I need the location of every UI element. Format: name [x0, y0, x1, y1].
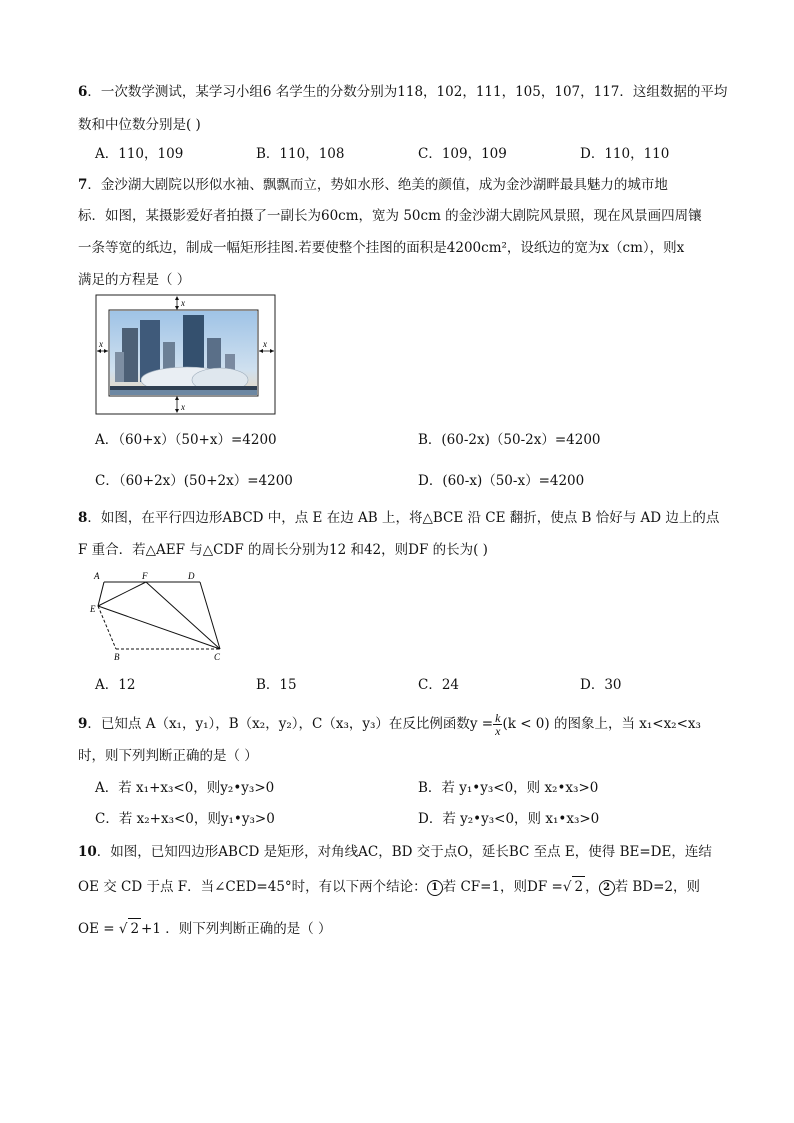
q6-number: 6: [78, 84, 88, 100]
q7-fig-label-top: x: [181, 298, 185, 308]
q7-option-a: A．（60+x）（50+x）=4200: [95, 432, 277, 448]
q9-line1: 9．已知点 A（x₁，y₁），B（x₂，y₂），C（x₃，y₃）在反比例函数y = $\frac{k}{x}$ (k < 0) 的图象上，当 x₁<x₂<x₃: [78, 711, 701, 738]
q8-line1: 8．如图，在平行四边形ABCD 中，点 E 在边 AB 上，将△BCE 沿 CE 翻折，使点 B 恰好与 AD 边上的点: [78, 510, 720, 526]
q10-sqrt-2: 2: [128, 918, 141, 939]
q6-option-a: A．110，109: [95, 146, 184, 162]
q9-option-d: D．若 y₂•y₃<0，则 x₁•x₃>0: [418, 811, 600, 827]
q8-option-c: C．24: [418, 677, 460, 693]
q7-option-d: D．(60-x)（50-x）=4200: [418, 473, 585, 489]
q9-line2: 时，则下列判断正确的是（ ）: [78, 748, 258, 764]
q6-option-b: B．110，108: [256, 146, 345, 162]
q7-fig-label-left: x: [99, 339, 103, 349]
q8-number: 8: [78, 510, 88, 526]
q6-line2: 数和中位数分别是( ): [78, 117, 201, 133]
q9-option-a: A．若 x₁+x₃<0，则y₂•y₃>0: [95, 780, 275, 796]
q8-option-d: D．30: [580, 677, 622, 693]
q9-option-b: B．若 y₁•y₃<0，则 x₂•x₃>0: [418, 780, 599, 796]
q7-fig-label-right: x: [263, 339, 267, 349]
q7-line4: 满足的方程是（ ）: [78, 272, 191, 288]
q8-point-b: B: [114, 652, 120, 662]
q7-fig-label-bottom: x: [181, 402, 185, 412]
q9-number: 9: [78, 716, 88, 732]
q9-fraction: $\frac{k}{x}$: [495, 711, 501, 738]
q8-parallelogram-figure: [88, 568, 228, 664]
q10-sqrt-1: 2: [572, 876, 585, 897]
q7-photo-frame-figure: [95, 294, 277, 416]
q7-number: 7: [78, 177, 88, 193]
conclusion-2-marker: 2: [599, 880, 615, 896]
q7-option-b: B．(60-2x)（50-2x）=4200: [418, 432, 601, 448]
q10-line2: OE 交 CD 于点 F．当∠CED=45°时，有以下两个结论： 1 若 CF=1，则DF =√ 2 ， 2 若 BD=2，则: [78, 876, 700, 897]
q8-option-a: A．12: [95, 677, 136, 693]
q7-option-c: C．（60+2x）(50+2x）=4200: [95, 473, 293, 489]
theatre-photo: [110, 311, 257, 395]
q10-line1: 10．如图，已知四边形ABCD 是矩形，对角线AC，BD 交于点O，延长BC 至点 E，使得 BE=DE，连结: [78, 844, 712, 860]
q8-point-e: E: [90, 604, 96, 614]
conclusion-1-marker: 1: [427, 880, 443, 896]
q7-line2: 标．如图，某摄影爱好者拍摄了一副长为60cm，宽为 50cm 的金沙湖大剧院风景照，现在风景画四周镶: [78, 208, 702, 224]
q6-option-d: D．110，110: [580, 146, 670, 162]
q6-line1: 6．一次数学测试，某学习小组6 名学生的分数分别为118，102，111，105，107，117．这组数据的平均: [78, 84, 728, 100]
q8-option-b: B．15: [256, 677, 297, 693]
q8-point-f: F: [142, 571, 148, 581]
q8-point-c: C: [214, 652, 221, 662]
q7-line1: 7．金沙湖大剧院以形似水袖、飘飘而立，势如水形、绝美的颜值，成为金沙湖畔最具魅力的城市地: [78, 177, 668, 193]
q8-point-d: D: [188, 571, 195, 581]
q9-option-c: C．若 x₂+x₃<0，则y₁•y₃>0: [95, 811, 275, 827]
q8-point-a: A: [94, 571, 100, 581]
q10-line3: OE = √ 2 +1 ．则下列判断正确的是（ ）: [78, 918, 332, 939]
q6-option-c: C．109，109: [418, 146, 507, 162]
q7-line3: 一条等宽的纸边，制成一幅矩形挂图.若要使整个挂图的面积是4200cm²，设纸边的宽为x（cm），则x: [78, 240, 685, 256]
q8-line2: F 重合．若△AEF 与△CDF 的周长分别为12 和42，则DF 的长为( ): [78, 542, 488, 558]
q10-number: 10: [78, 844, 97, 860]
